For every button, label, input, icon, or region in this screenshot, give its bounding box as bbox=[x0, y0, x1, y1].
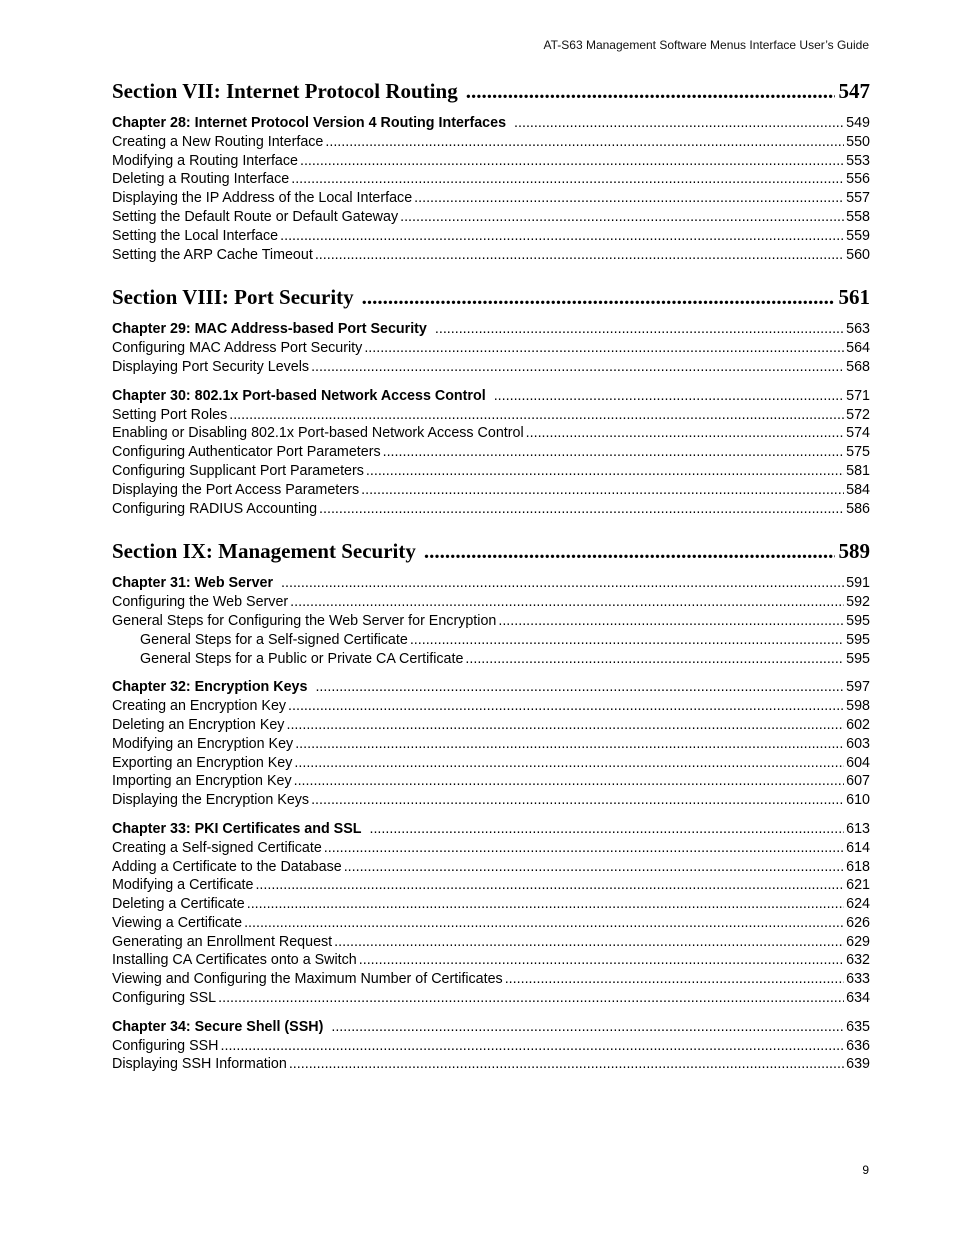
toc-section bbox=[112, 282, 870, 518]
toc-entry-page: 603 bbox=[846, 735, 870, 752]
dot-leader bbox=[383, 443, 845, 462]
toc-entry[interactable] bbox=[112, 914, 870, 933]
toc-chapter bbox=[112, 114, 870, 264]
toc-entry-page: 592 bbox=[846, 594, 870, 611]
toc-entry-page: 586 bbox=[846, 500, 870, 517]
toc-entry-page: 614 bbox=[846, 839, 870, 856]
toc-entry-page: 610 bbox=[846, 792, 870, 809]
toc-entry-title: Displaying SSH Information bbox=[112, 1056, 287, 1073]
dot-leader bbox=[218, 989, 844, 1008]
chapter-entry-page: 635 bbox=[846, 1018, 870, 1035]
toc-entry-title: Viewing a Certificate bbox=[112, 914, 243, 931]
toc-entry-title: Setting the Default Route or Default Gateway bbox=[112, 208, 399, 225]
toc-entry-title: Configuring Authenticator Port Parameters bbox=[112, 444, 381, 461]
dot-leader bbox=[311, 791, 844, 810]
toc-entry-page: 629 bbox=[846, 933, 870, 950]
toc-entry[interactable] bbox=[112, 1055, 870, 1074]
toc-entry-title: Deleting a Routing Interface bbox=[112, 171, 290, 188]
chapter-entry-title: Chapter 31: Web Server bbox=[112, 575, 274, 592]
dot-leader bbox=[286, 716, 844, 735]
toc-entry-title: Exporting an Encryption Key bbox=[112, 754, 293, 771]
toc-entry[interactable] bbox=[112, 152, 870, 171]
toc-entry-title: General Steps for Configuring the Web Server for Encryption bbox=[112, 612, 497, 629]
toc-entry[interactable] bbox=[112, 933, 870, 952]
toc-chapter bbox=[112, 678, 870, 810]
toc-entry[interactable] bbox=[112, 970, 870, 989]
dot-leader bbox=[334, 933, 844, 952]
toc-entry[interactable] bbox=[112, 481, 870, 500]
chapter-entry-title: Chapter 30: 802.1x Port-based Network Access Control bbox=[112, 387, 486, 404]
toc-entry-title: Configuring SSL bbox=[112, 990, 217, 1007]
toc-entry-page: 618 bbox=[846, 858, 870, 875]
toc-entry[interactable] bbox=[112, 876, 870, 895]
section-heading[interactable] bbox=[112, 282, 870, 312]
toc-entry-page: 575 bbox=[846, 444, 870, 461]
toc-entry[interactable] bbox=[112, 358, 870, 377]
toc-entry-page: 568 bbox=[846, 358, 870, 375]
toc-entry-page: 604 bbox=[846, 754, 870, 771]
dot-leader bbox=[526, 424, 844, 443]
toc-entry[interactable] bbox=[112, 895, 870, 914]
toc-entry-title: Configuring Supplicant Port Parameters bbox=[112, 462, 364, 479]
chapter-entry-page: 549 bbox=[846, 115, 870, 131]
toc-entry[interactable] bbox=[112, 246, 870, 265]
toc-entry[interactable] bbox=[112, 612, 870, 631]
toc-entry[interactable] bbox=[112, 500, 870, 519]
toc-chapter bbox=[112, 387, 870, 519]
dot-leader bbox=[290, 593, 844, 612]
dot-leader bbox=[505, 970, 844, 989]
dot-leader bbox=[361, 481, 844, 500]
chapter-entry-title: Chapter 32: Encryption Keys bbox=[112, 679, 308, 696]
dot-leader bbox=[295, 735, 844, 754]
toc-entry-page: 572 bbox=[846, 406, 870, 423]
chapter-entry-page: 591 bbox=[846, 575, 870, 592]
dot-leader bbox=[244, 914, 844, 933]
toc-entry[interactable] bbox=[112, 406, 870, 425]
toc-entry[interactable] bbox=[112, 791, 870, 810]
dot-leader bbox=[466, 76, 835, 106]
page-number: 9 bbox=[862, 1163, 869, 1177]
dot-leader bbox=[280, 227, 844, 246]
chapter-entry[interactable] bbox=[112, 387, 870, 406]
toc-entry-title: Creating a New Routing Interface bbox=[112, 133, 324, 150]
dot-leader bbox=[414, 189, 844, 208]
toc-entry[interactable] bbox=[112, 593, 870, 612]
toc-entry[interactable] bbox=[112, 951, 870, 970]
chapter-entry-title: Chapter 29: MAC Address-based Port Security bbox=[112, 321, 427, 338]
toc-entry-title: Enabling or Disabling 802.1x Port-based Network Access Control bbox=[112, 425, 524, 442]
chapter-entry[interactable] bbox=[112, 320, 870, 339]
dot-leader bbox=[514, 114, 844, 133]
toc-entry-page: 602 bbox=[846, 716, 870, 733]
dot-leader bbox=[311, 358, 844, 377]
dot-leader bbox=[344, 858, 844, 877]
dot-leader bbox=[359, 951, 844, 970]
dot-leader bbox=[331, 1018, 844, 1037]
toc-entry[interactable] bbox=[112, 735, 870, 754]
chapter-entry[interactable] bbox=[112, 1018, 870, 1037]
toc-entry-page: 553 bbox=[846, 152, 870, 169]
toc-entry[interactable] bbox=[112, 772, 870, 791]
dot-leader bbox=[281, 574, 844, 593]
toc-entry-page: 639 bbox=[846, 1056, 870, 1073]
toc-entry-page: 550 bbox=[846, 133, 870, 150]
toc-entry[interactable] bbox=[112, 989, 870, 1008]
toc-entry-page: 621 bbox=[846, 877, 870, 894]
toc-chapter bbox=[112, 820, 870, 1008]
toc-entry-page: 636 bbox=[846, 1037, 870, 1054]
toc-entry-page: 633 bbox=[846, 971, 870, 988]
dot-leader bbox=[294, 754, 844, 773]
dot-leader bbox=[300, 152, 844, 171]
section-heading-title: Section IX: Management Security bbox=[112, 539, 416, 564]
dot-leader bbox=[435, 320, 844, 339]
toc-entry-title: Configuring MAC Address Port Security bbox=[112, 340, 363, 357]
dot-leader bbox=[424, 536, 835, 566]
toc-entry-page: 624 bbox=[846, 896, 870, 913]
toc-entry[interactable] bbox=[112, 227, 870, 246]
toc-entry-title: Adding a Certificate to the Database bbox=[112, 858, 342, 875]
chapter-entry-title: Chapter 33: PKI Certificates and SSL bbox=[112, 820, 362, 837]
toc-entry-title: Displaying the IP Address of the Local Interface bbox=[112, 190, 413, 207]
toc-entry[interactable] bbox=[112, 462, 870, 481]
toc-subentry-title: General Steps for a Self-signed Certificate bbox=[140, 631, 408, 648]
dot-leader bbox=[247, 895, 844, 914]
chapter-entry[interactable] bbox=[112, 820, 870, 839]
toc-entry[interactable] bbox=[112, 189, 870, 208]
toc-entry-title: Importing an Encryption Key bbox=[112, 773, 292, 790]
toc-entry-title: Displaying the Port Access Parameters bbox=[112, 481, 360, 498]
toc-chapter bbox=[112, 574, 870, 668]
toc-entry[interactable] bbox=[112, 716, 870, 735]
toc-entry[interactable] bbox=[112, 339, 870, 358]
section-heading[interactable] bbox=[112, 536, 870, 566]
section-heading-page: 547 bbox=[838, 79, 870, 103]
table-of-contents bbox=[112, 76, 870, 1074]
chapter-entry-page: 597 bbox=[846, 679, 870, 696]
toc-entry-page: 634 bbox=[846, 990, 870, 1007]
dot-leader bbox=[289, 1055, 844, 1074]
toc-entry-page: 598 bbox=[846, 698, 870, 715]
toc-subentry[interactable] bbox=[112, 631, 870, 650]
dot-leader bbox=[291, 170, 844, 189]
toc-section bbox=[112, 536, 870, 1074]
section-heading-title: Section VIII: Port Security bbox=[112, 285, 354, 310]
toc-entry-page: 557 bbox=[846, 190, 870, 207]
toc-entry-title: Displaying Port Security Levels bbox=[112, 358, 310, 375]
toc-entry[interactable] bbox=[112, 208, 870, 227]
running-header: AT-S63 Management Software Menus Interface User’s Guide bbox=[543, 38, 869, 52]
section-heading-page: 561 bbox=[838, 285, 870, 310]
toc-entry-page: 556 bbox=[846, 171, 870, 188]
toc-entry-page: 607 bbox=[846, 773, 870, 790]
dot-leader bbox=[255, 876, 844, 895]
toc-entry-title: Configuring the Web Server bbox=[112, 594, 289, 611]
dot-leader bbox=[400, 208, 844, 227]
dot-leader bbox=[465, 650, 844, 669]
section-heading[interactable] bbox=[112, 76, 870, 106]
toc-entry-title: Configuring RADIUS Accounting bbox=[112, 500, 318, 517]
toc-entry-page: 564 bbox=[846, 340, 870, 357]
toc-entry-page: 574 bbox=[846, 425, 870, 442]
toc-subentry-page: 595 bbox=[846, 631, 870, 648]
chapter-entry-title: Chapter 28: Internet Protocol Version 4 Routing Interfaces bbox=[112, 115, 507, 131]
chapter-entry[interactable] bbox=[112, 114, 870, 133]
toc-entry-page: 595 bbox=[846, 612, 870, 629]
toc-entry-page: 584 bbox=[846, 481, 870, 498]
toc-entry-title: Setting Port Roles bbox=[112, 406, 228, 423]
dot-leader bbox=[410, 631, 844, 650]
chapter-entry-page: 613 bbox=[846, 820, 870, 837]
chapter-entry[interactable] bbox=[112, 574, 870, 593]
chapter-entry-page: 571 bbox=[846, 387, 870, 404]
toc-entry-title: Displaying the Encryption Keys bbox=[112, 792, 310, 809]
toc-entry-title: Generating an Enrollment Request bbox=[112, 933, 333, 950]
dot-leader bbox=[369, 820, 844, 839]
toc-entry-title: Modifying a Routing Interface bbox=[112, 152, 298, 169]
toc-subentry-title: General Steps for a Public or Private CA Certificate bbox=[140, 650, 464, 667]
toc-entry-page: 632 bbox=[846, 952, 870, 969]
section-heading-page: 589 bbox=[838, 539, 870, 564]
dot-leader bbox=[315, 246, 844, 265]
toc-entry[interactable] bbox=[112, 424, 870, 443]
toc-entry-title: Modifying an Encryption Key bbox=[112, 735, 294, 752]
dot-leader bbox=[315, 678, 844, 697]
dot-leader bbox=[294, 772, 845, 791]
toc-entry[interactable] bbox=[112, 170, 870, 189]
toc-entry-title: Creating an Encryption Key bbox=[112, 698, 287, 715]
toc-entry[interactable] bbox=[112, 133, 870, 152]
toc-entry[interactable] bbox=[112, 858, 870, 877]
dot-leader bbox=[324, 839, 844, 858]
toc-section bbox=[112, 76, 870, 264]
toc-entry-title: Setting the ARP Cache Timeout bbox=[112, 246, 313, 263]
dot-leader bbox=[288, 697, 844, 716]
toc-entry-title: Creating a Self-signed Certificate bbox=[112, 839, 322, 856]
toc-entry-title: Installing CA Certificates onto a Switch bbox=[112, 952, 357, 969]
dot-leader bbox=[498, 612, 844, 631]
toc-entry-page: 559 bbox=[846, 227, 870, 244]
chapter-entry-page: 563 bbox=[846, 321, 870, 338]
section-heading-title: Section VII: Internet Protocol Routing bbox=[112, 79, 458, 103]
dot-leader bbox=[362, 282, 835, 312]
dot-leader bbox=[221, 1037, 845, 1056]
chapter-entry-title: Chapter 34: Secure Shell (SSH) bbox=[112, 1018, 324, 1035]
dot-leader bbox=[229, 406, 844, 425]
chapter-entry[interactable] bbox=[112, 678, 870, 697]
toc-entry[interactable] bbox=[112, 1037, 870, 1056]
toc-entry-title: Configuring SSH bbox=[112, 1037, 219, 1054]
dot-leader bbox=[366, 462, 844, 481]
toc-chapter bbox=[112, 320, 870, 376]
toc-subentry[interactable] bbox=[112, 650, 870, 669]
toc-entry-page: 560 bbox=[846, 246, 870, 263]
toc-entry[interactable] bbox=[112, 754, 870, 773]
dot-leader bbox=[319, 500, 844, 519]
toc-entry[interactable] bbox=[112, 697, 870, 716]
dot-leader bbox=[494, 387, 844, 406]
toc-entry-title: Deleting a Certificate bbox=[112, 896, 245, 913]
toc-entry-page: 558 bbox=[846, 208, 870, 225]
toc-entry-page: 626 bbox=[846, 914, 870, 931]
toc-entry[interactable] bbox=[112, 443, 870, 462]
toc-subentry-page: 595 bbox=[846, 650, 870, 667]
toc-chapter bbox=[112, 1018, 870, 1074]
toc-entry-title: Deleting an Encryption Key bbox=[112, 716, 285, 733]
dot-leader bbox=[364, 339, 844, 358]
toc-entry-title: Viewing and Configuring the Maximum Number of Certificates bbox=[112, 971, 503, 988]
toc-entry[interactable] bbox=[112, 839, 870, 858]
toc-entry-page: 581 bbox=[846, 462, 870, 479]
toc-entry-title: Setting the Local Interface bbox=[112, 227, 279, 244]
dot-leader bbox=[325, 133, 844, 152]
toc-entry-title: Modifying a Certificate bbox=[112, 877, 254, 894]
